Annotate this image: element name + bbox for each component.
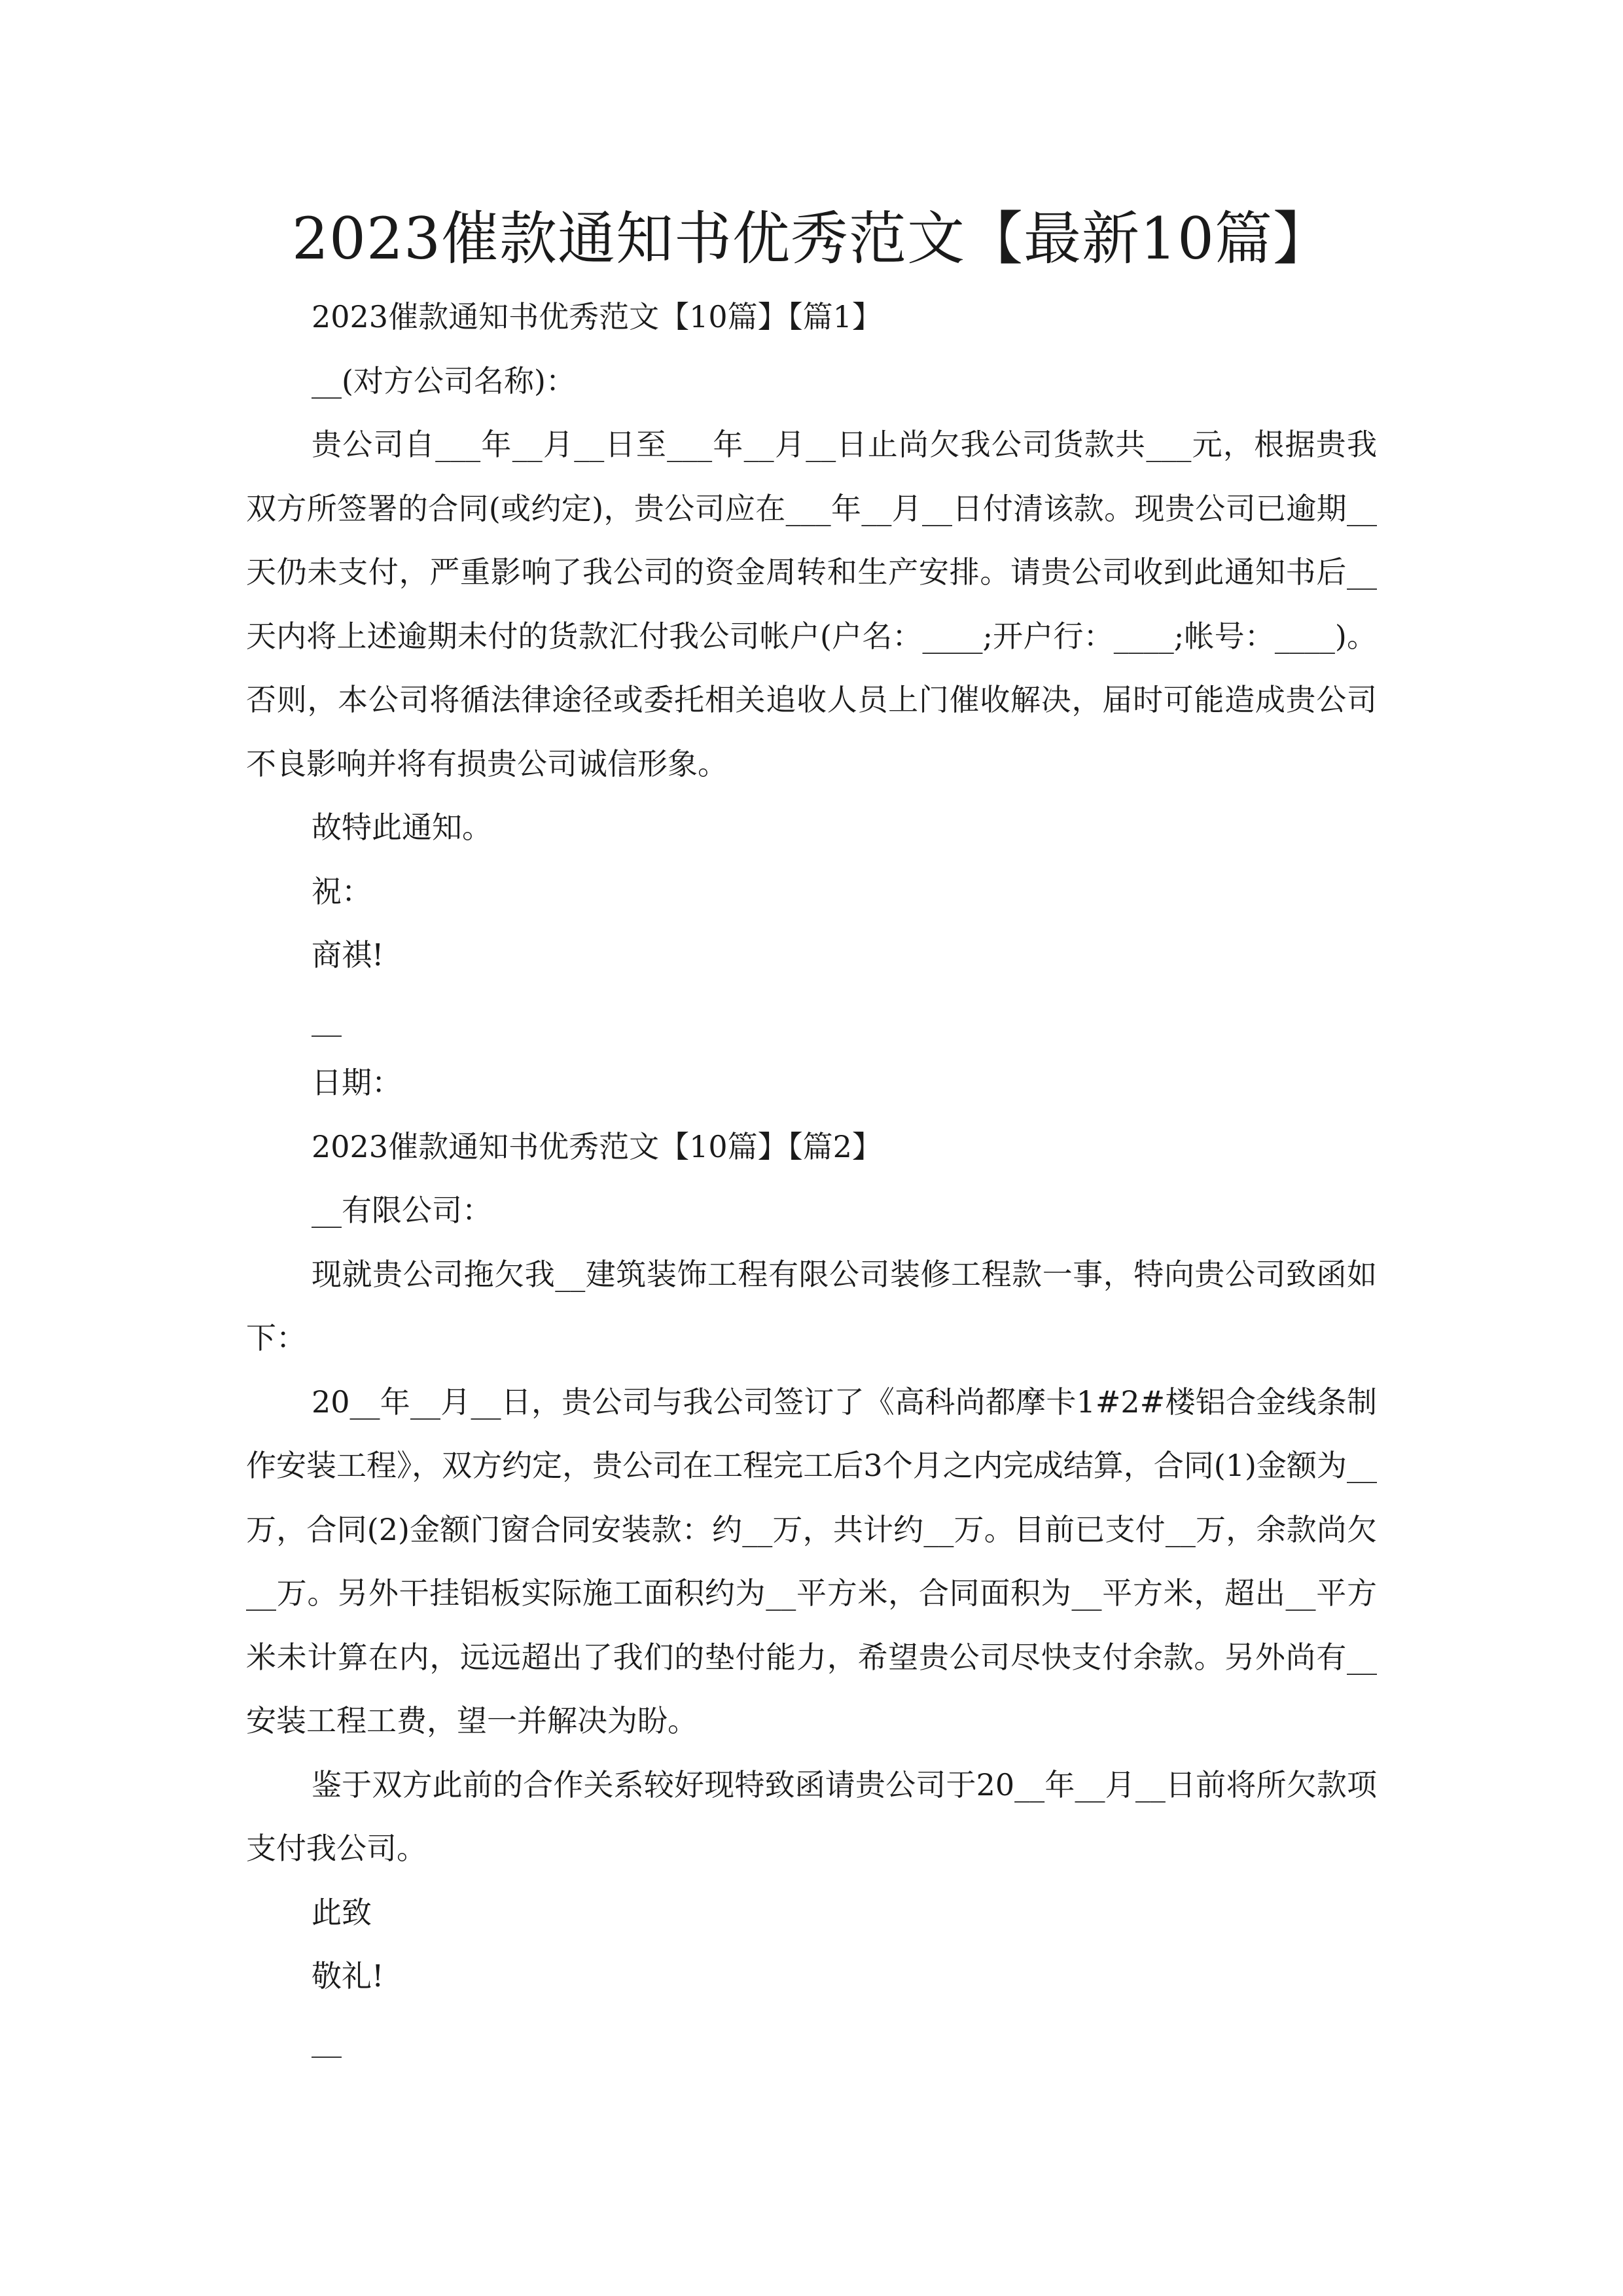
date-line: 日期： — [312, 1065, 402, 1100]
body-paragraph: 鉴于双方此前的合作关系较好现特致函请贵公司于20__年__月__日前将所欠款项支付我公司。 — [246, 1767, 1377, 1866]
body-paragraph: 贵公司自___年__月__日至___年__月__日止尚欠我公司货款共___元，根据贵我双方所签署的合同(或约定)，贵公司应在___年__月__日付清该款。现贵公司已逾期__天仍未支付，严重影响了我公司的资金周转和生产安排。请贵公司收到此通知书后__天内将上述逾期未付的货款汇付我公司帐户(户名：____;开户行：____;帐号：____)。否则，本公司将循法律途径或委托相关追收人员上门催收解决，届时可能造成贵公司不良影响并将有损贵公司诚信形象。 — [246, 427, 1377, 781]
closing-wish: 祝： — [312, 873, 372, 909]
notice-line: 故特此通知。 — [312, 810, 492, 845]
closing-cizhi: 此致 — [312, 1894, 372, 1930]
signature-blank: __ — [312, 1001, 342, 1037]
body-paragraph: 现就贵公司拖欠我__建筑装饰工程有限公司装修工程款一事，特向贵公司致函如下： — [246, 1256, 1377, 1355]
salutation-1: __(对方公司名称)： — [312, 363, 576, 399]
document-body — [246, 285, 1377, 2072]
salutation-2: __有限公司： — [312, 1193, 492, 1228]
closing-jingli: 敬礼! — [312, 1958, 384, 1994]
body-paragraph: 20__年__月__日，贵公司与我公司签订了《高科尚都摩卡1#2#楼铝合金线条制作安装工程》，双方约定，贵公司在工程完工后3个月之内完成结算，合同(1)金额为__万，合同(2)金额门窗合同安装款：约__万，共计约__万。目前已支付__万，余款尚欠__万。另外干挂铝板实际施工面积约为__平方米，合同面积为__平方米，超出__平方米未计算在内，远远超出了我们的垫付能力，希望贵公司尽快支付余款。另外尚有__安装工程工费，望一并解决为盼。 — [246, 1384, 1377, 1738]
document-title: 2023催款通知书优秀范文【最新10篇】 — [292, 205, 1331, 272]
section-heading-2: 2023催款通知书优秀范文【10篇】【篇2】 — [312, 1128, 882, 1164]
section-heading-1: 2023催款通知书优秀范文【10篇】【篇1】 — [312, 299, 882, 334]
closing-greeting: 商祺! — [312, 937, 384, 973]
signature-blank: __ — [312, 2022, 342, 2058]
